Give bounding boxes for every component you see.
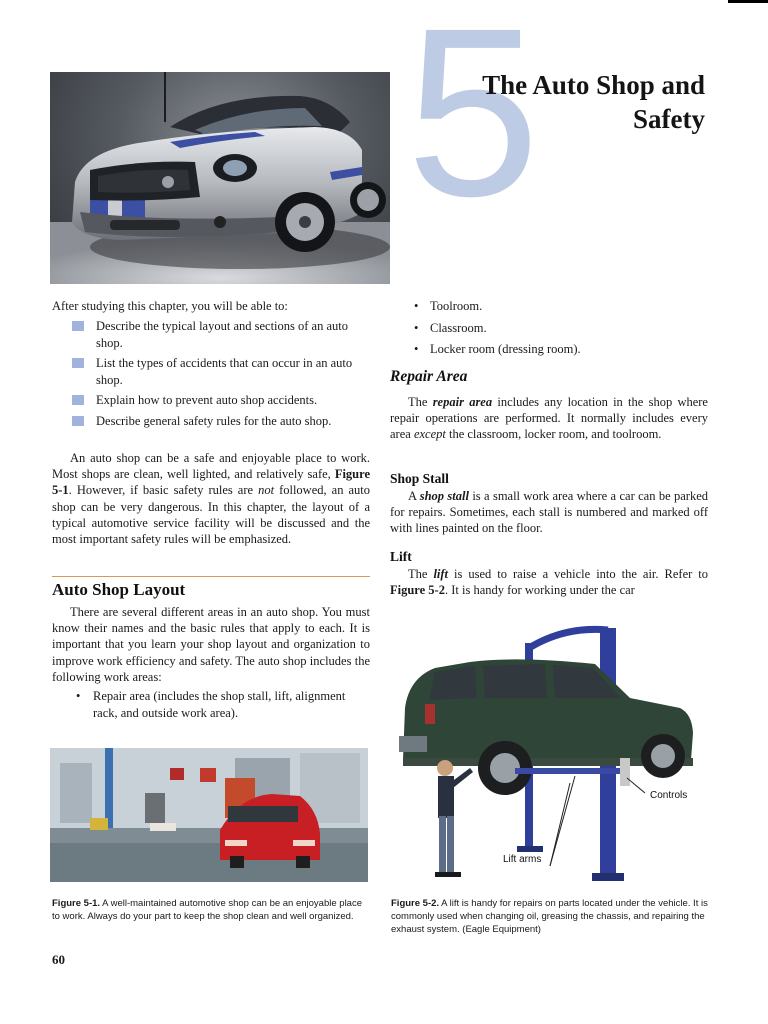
work-areas-list <box>72 688 370 721</box>
shop-stall-paragraph: A shop stall is a small work area where a car can be parked for repairs. Sometimes, each stall is numbered and marked off with lines painted on the floor. <box>390 489 708 536</box>
square-bullet-icon <box>72 321 84 331</box>
square-bullet-icon <box>72 358 84 368</box>
corner-mark <box>728 0 768 3</box>
list-item: • Locker room (dressing room). <box>410 341 710 358</box>
section-heading-auto-shop-layout: Auto Shop Layout <box>52 576 370 600</box>
hero-car-photo <box>50 72 390 284</box>
chapter-title <box>405 68 705 136</box>
callout-lift-arms: Lift arms <box>503 854 542 865</box>
section-heading-repair-area: Repair Area <box>390 368 468 385</box>
figure-label: Figure 5-2. <box>391 898 440 909</box>
figure-5-2-lift-photo <box>395 618 715 888</box>
objective-item: List the types of accidents that can occur in an auto shop. <box>72 355 370 388</box>
list-item: • Classroom. <box>410 320 710 337</box>
term-repair-area: repair area <box>432 395 493 409</box>
square-bullet-icon <box>72 395 84 405</box>
list-item: • Repair area (includes the shop stall, lift, alignment rack, and outside work area). <box>72 688 370 721</box>
figure-5-1-caption: Figure 5-1. A well-maintained automotive shop can be an enjoyable place to work. Always do your part to keep the shop clean and well organized. <box>52 898 362 922</box>
chapter-number: 5 <box>406 0 540 246</box>
figure-reference: Figure 5-2 <box>390 583 445 598</box>
section-heading-shop-stall: Shop Stall <box>390 471 449 486</box>
chapter-title-line1: The Auto Shop and <box>482 70 705 100</box>
lift-paragraph: The lift is used to raise a vehicle into the air. Refer to Figure 5-2. It is handy for working under the car <box>390 567 708 598</box>
chapter-title-line2: Safety <box>633 104 705 134</box>
repair-area-paragraph: The repair area includes any location in the shop where repair operations are performed. It normally includes every area except the classroom, locker room, and toolroom. <box>390 395 708 442</box>
term-lift: lift <box>433 567 449 581</box>
objective-item: Explain how to prevent auto shop accidents. <box>72 392 370 409</box>
list-item: • Toolroom. <box>410 298 710 315</box>
objectives-intro: After studying this chapter, you will be able to: <box>52 299 288 313</box>
intro-paragraph: An auto shop can be a safe and enjoyable place to work. Most shops are clean, well lighted, and relatively safe, Figure 5-1. However, if basic safety rules are not followed, an auto shop can be very dangerous. In this chapter, the layout of a typical automotive service facility will be discussed and the most important safety rules will be emphasized. <box>52 451 370 547</box>
section-heading-lift: Lift <box>390 549 412 564</box>
square-bullet-icon <box>72 416 84 426</box>
figure-label: Figure 5-1. <box>52 898 101 909</box>
objective-item: Describe general safety rules for the auto shop. <box>72 413 370 430</box>
figure-5-1-shop-photo <box>50 748 368 882</box>
objective-item: Describe the typical layout and sections of an auto shop. <box>72 318 370 351</box>
term-shop-stall: shop stall <box>419 489 469 503</box>
callout-controls: Controls <box>650 790 688 801</box>
other-areas-list <box>410 298 710 363</box>
page-number: 60 <box>52 952 65 967</box>
layout-paragraph: There are several different areas in an auto shop. You must know their names and the basic rules that apply to each. It is important that you learn your shop layout and organization to improve work efficiency and safety. The auto shop includes the following work areas: <box>52 605 370 684</box>
figure-5-2-caption: Figure 5-2. A lift is handy for repairs on parts located under the vehicle. It is commonly used when changing oil, greasing the chassis, and repairing the exhaust system. (Eagle Equipment) <box>391 898 708 935</box>
figure-reference: Figure 5-1 <box>52 467 370 498</box>
objectives-list <box>72 318 370 433</box>
